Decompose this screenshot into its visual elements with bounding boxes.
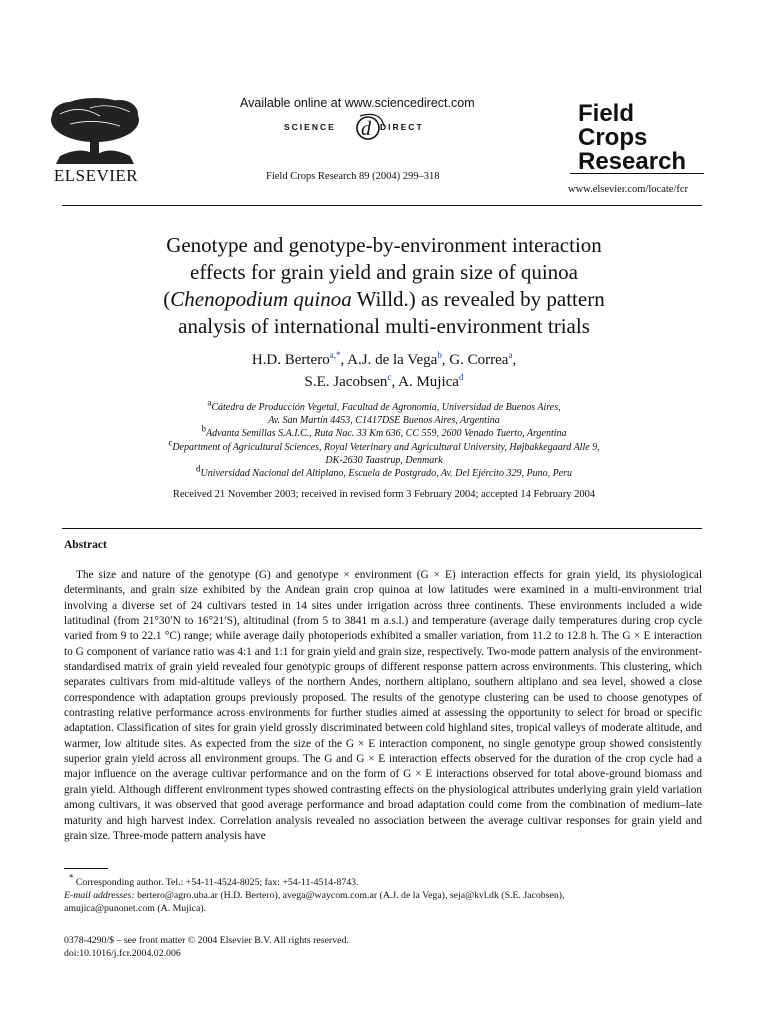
author-affiliation-mark[interactable]: b xyxy=(437,350,442,360)
front-matter xyxy=(64,934,349,960)
footnote-rule xyxy=(64,868,108,869)
author-affiliation-mark[interactable]: a,* xyxy=(329,350,341,360)
affiliation-line: DK-2630 Taastrup, Denmark xyxy=(325,454,443,466)
author-affiliation-mark[interactable]: d xyxy=(458,372,464,382)
author-affiliation-mark[interactable]: c xyxy=(387,372,392,382)
journal-title xyxy=(578,102,708,174)
author-name[interactable]: G. Correa xyxy=(449,352,509,368)
corresponding-mark: * xyxy=(68,872,74,883)
svg-text:d: d xyxy=(361,118,371,140)
email-addresses[interactable]: bertero@agro.uba.ar (H.D. Bertero), avega@waycom.com.ar (A.J. de la Vega), seja@kvl.dk (S.E. Jacobsen), xyxy=(137,890,565,901)
affiliation-mark: c xyxy=(168,437,173,448)
email-note-cont[interactable]: amujica@punonet.com (A. Mujica). xyxy=(64,903,207,914)
paper-title xyxy=(90,232,678,340)
received-dates: Received 21 November 2003; received in revised form 3 February 2004; accepted 14 February 2004 xyxy=(172,489,596,500)
journal-title-line: Research xyxy=(578,148,687,175)
email-note xyxy=(64,889,702,902)
affiliation-mark: b xyxy=(201,424,206,435)
abstract-text xyxy=(64,568,702,844)
title-line: (Chenopodium quinoa Willd.) as revealed by pattern xyxy=(163,287,605,311)
affiliation-line: $^a$Cátedra de Producción Vegetal, Facultad de Agronomía, Universidad de Buenos Aires, xyxy=(207,397,561,413)
journal-title-rule xyxy=(570,173,704,174)
copyright-line: 0378-4290/$ – see front matter © 2004 Elsevier B.V. All rights reserved. xyxy=(64,935,349,946)
title-line: analysis of international multi-environment trials xyxy=(178,314,590,338)
journal-title-line: Crops xyxy=(578,124,648,151)
sciencedirect-right-word: DIRECT xyxy=(380,122,424,132)
corresponding-text: Corresponding author. Tel.: +54-11-4524-8025; fax: +54-11-4514-8743. xyxy=(75,877,359,888)
affiliation-mark: a xyxy=(207,397,212,408)
abstract-heading: Abstract xyxy=(64,539,107,551)
abstract-top-rule xyxy=(62,528,702,529)
species-name: Chenopodium quinoa xyxy=(170,287,352,311)
journal-url-link[interactable]: www.elsevier.com/locate/fcr xyxy=(568,184,689,195)
affiliation-line: $^c$Department of Agricultural Sciences, Royal Veterinary and Agricultural University, Højbakkegaard Alle 9, xyxy=(168,437,600,453)
author-affiliation-mark[interactable]: a xyxy=(508,350,513,360)
author-name[interactable]: A. Mujica xyxy=(398,374,459,390)
affiliation-line: $^b$Advanta Semillas S.A.I.C., Ruta Nac. 33 Km 636, CC 559, 2600 Venado Tuerto, Argentina xyxy=(201,424,567,440)
sciencedirect-left-word: SCIENCE xyxy=(284,122,336,132)
publisher-wordmark: ELSEVIER xyxy=(53,166,139,185)
authors-line: H.D. Bertero$^{a,*}$, A.J. de la Vega$^b$, G. Correa$^a$, xyxy=(251,350,517,368)
header-divider xyxy=(62,205,702,206)
available-online-text[interactable]: Available online at www.sciencedirect.com xyxy=(240,96,475,110)
title-line: effects for grain yield and grain size of quinoa xyxy=(190,260,578,284)
author-name[interactable]: S.E. Jacobsen xyxy=(304,374,388,390)
journal-title-line: Field xyxy=(578,100,635,127)
author-name[interactable]: A.J. de la Vega xyxy=(347,352,438,368)
title-line: Genotype and genotype-by-environment interaction xyxy=(166,233,602,257)
abstract-paragraph: The size and nature of the genotype (G) and genotype × environment (G × E) interaction effects for grain yield, its physiological determinants, and grain size exhibited by the Andean grain crop quinoa at low latitudes were examined in a multi-environment trial involving a diverse set of 24 cultivars tested in 14 sites under irrigation across three continents. These environments included a wide latitudinal (from 21°30′N to 16°21′S), altitudinal (from 5 to 3841 m a.s.l.) and temperature (average daily temperatures during crop cycle varied from 9 to 22.1 °C) range; while average daily photoperiods exhibited a smaller variation, from 11.2 to 12.8 h. The G × E interaction to G component of variance ratio was 4:1 and 1:1 for grain yield and grain size, respectively. Two-mode pattern analysis of the environment-standardised matrix of grain yield revealed four genotypic groups of different response pattern across environments. This clustering, which separates cultivars from mid-altitude valleys of the northern Andes, northern altiplano, southern altiplano and sea level, showed a close correspondence with adaptation groups previously proposed. The results of the genotype clustering can be used to choose genotypes of contrasting relative performance across environments for further studies aimed at assessing the opportunity to select for broad or specific adaptation. Classification of sites for grain yield grossly discriminated between cold highland sites, tropical valleys of moderate altitude, and warmer, low altitude sites. As expected from the size of the G × E interaction component, no single genotype group showed consistently superior grain yield across all environment groups. The G and G × E interaction effects observed for the duration of the crop cycle had a major influence on the average cultivar performance and on the form of G × E interactions observed for total above-ground biomass and grain yield. Although different environment types showed contrasting effects on the physiological attributes underlying grain yield variation among cultivars, it was observed that good average performance and broad adaptation could come from the combination of medium–late maturity and high harvest index. Correlation analysis revealed no association between the average cultivar responses for grain yield and grain size. Three-mode pattern analysis have xyxy=(64,569,702,842)
journal-reference: Field Crops Research 89 (2004) 299–318 xyxy=(266,171,440,182)
corresponding-author-note xyxy=(64,872,702,889)
author-name[interactable]: H.D. Bertero xyxy=(251,352,330,368)
doi-line[interactable]: doi:10.1016/j.fcr.2004.02.006 xyxy=(64,948,181,959)
affiliation-line: $^d$Universidad Nacional del Altiplano, Escuela de Postgrado, Av. Del Ejército 329, Puno, Peru xyxy=(195,463,573,479)
affiliation-mark: d xyxy=(195,463,201,474)
affiliation-line: Av. San Martín 4453, C1417DSE Buenos Aires, Argentina xyxy=(268,415,500,427)
email-label: E-mail addresses: xyxy=(64,890,135,901)
authors-line: S.E. Jacobsen$^c$, A. Mujica$^d$ xyxy=(304,372,464,390)
